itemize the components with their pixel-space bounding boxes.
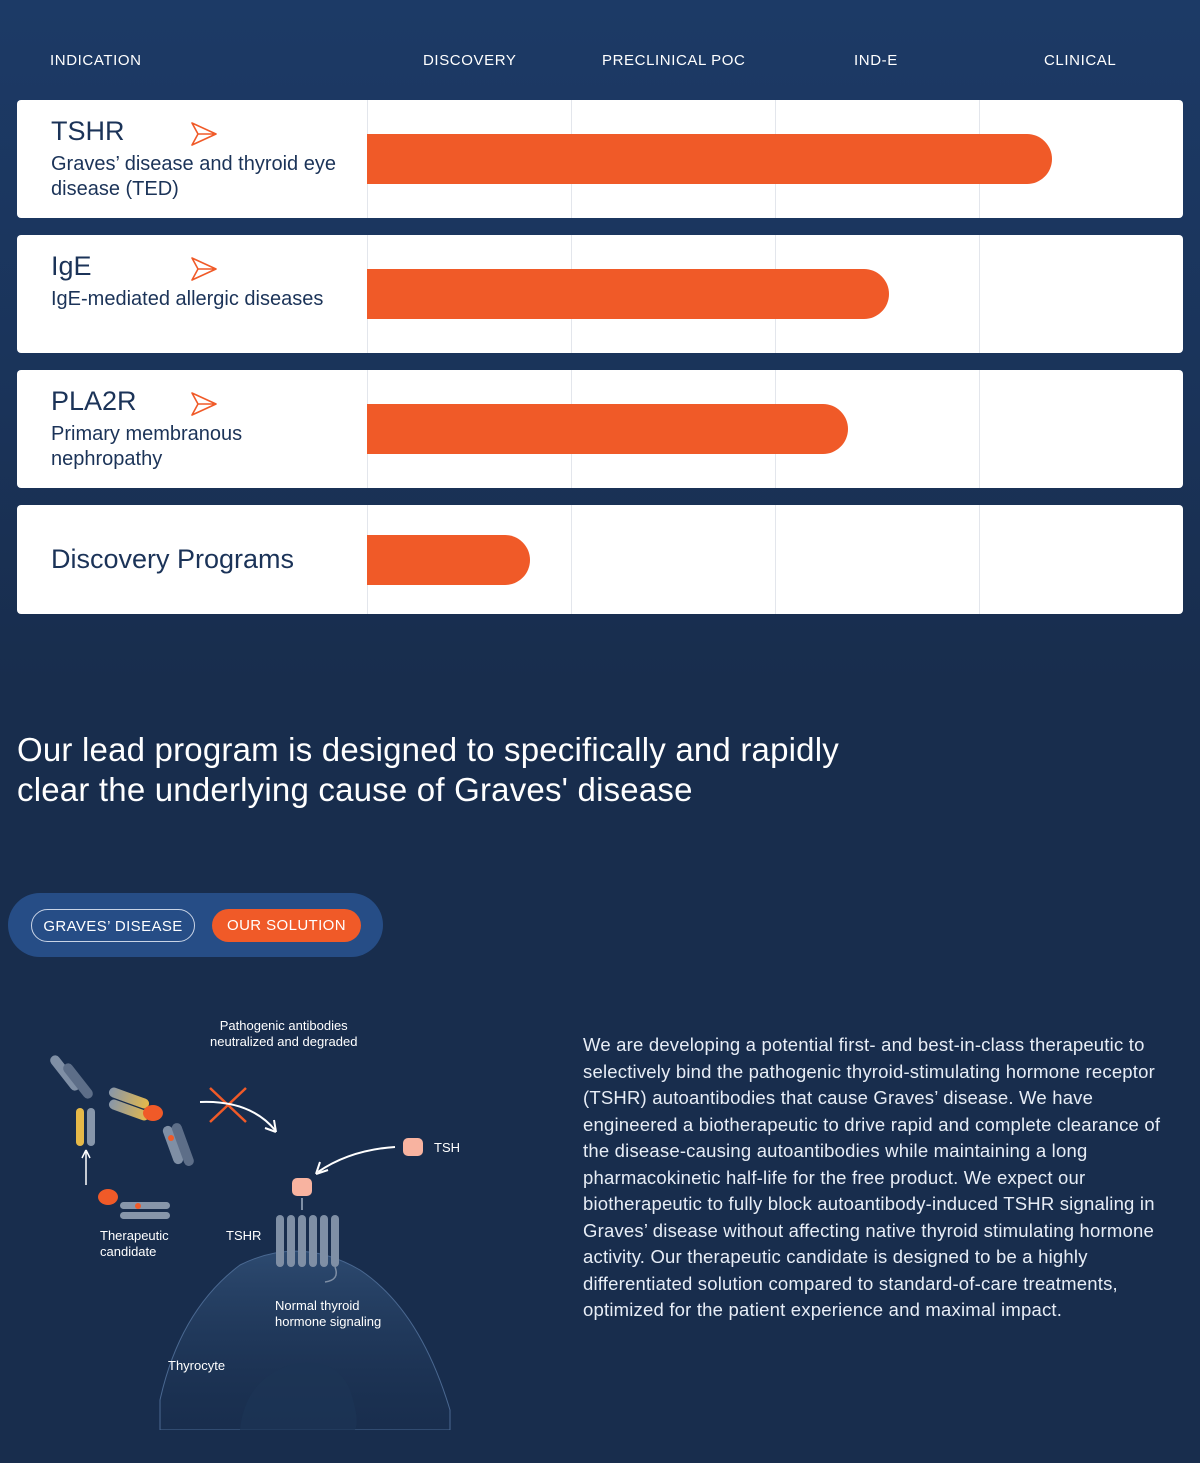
send-arrow-icon[interactable] [189,256,219,282]
column-divider [571,505,572,614]
tsh-legend-icon [403,1138,423,1156]
blocked-x-icon [210,1088,246,1122]
column-divider [775,505,776,614]
header-indication: INDICATION [50,52,142,69]
solution-description: We are developing a potential first- and best-in-class therapeutic to selectively bind the pathogenic thyroid-stimulating hormone receptor (TSHR) autoantibodies that cause Graves’ disease. We have engineered a biotherapeutic to drive rapid and complete clearance of the disease-causing autoantibodies while maintaining a long pharmacokinetic half-life for the free product. We expect our biotherapeutic to fully block autoantibody-induced TSHR signaling in Graves’ disease without affecting native thyroid stimulating hormone activity. Our therapeutic candidate is designed to be a highly differentiated solution compared to standard-of-care treatments, optimized for the patient experience and maximal impact. [583,1034,1161,1320]
send-arrow-icon[interactable] [189,121,219,147]
therapeutic-candidate [98,1189,170,1219]
label-therapeutic [100,1228,169,1260]
tsh-ligand [292,1178,312,1196]
mechanism-diagram [40,1010,500,1430]
progress-bar-pla2r [367,404,848,454]
column-divider [979,370,980,488]
pipeline-row-discovery [17,505,1183,614]
column-divider [979,235,980,353]
program-description: Primary membranous nephropathy [51,423,243,470]
pathogenic-antibody [48,1053,195,1167]
pipeline-row-pla2r[interactable] [17,370,1183,488]
label-pathogenic-line2: neutralized and degraded [210,1034,358,1049]
label-therapeutic-line1: Therapeutic [100,1228,169,1243]
pipeline-row-ige[interactable] [17,235,1183,353]
program-name: Discovery Programs [51,544,295,574]
program-name: IgE [51,251,92,281]
header-preclinical: PRECLINICAL POC [602,52,746,69]
mechanism-illustration [40,1010,500,1430]
label-pathogenic-line1: Pathogenic antibodies [219,1018,348,1033]
header-ind: IND-E [854,52,898,69]
pipeline-row-tshr[interactable] [17,100,1183,218]
tab-graves-disease[interactable]: GRAVES’ DISEASE [31,909,195,942]
program-name: TSHR [51,116,125,146]
program-description: Graves’ disease and thyroid eye disease (TED) [51,153,336,200]
label-normal-line1: Normal thyroid [275,1298,360,1313]
label-normal-line2: hormone signaling [275,1314,382,1329]
progress-bar-ige [367,269,889,319]
progress-bar-tshr [367,134,1052,184]
tab-switcher [8,893,383,957]
progress-bar-discovery [367,535,530,585]
send-arrow-icon[interactable] [189,391,219,417]
label-thyrocyte: Thyrocyte [168,1358,226,1373]
label-therapeutic-line2: candidate [100,1244,157,1259]
header-discovery: DISCOVERY [423,52,517,69]
pipeline-header [0,52,1200,76]
label-normal-signaling [275,1298,381,1330]
program-name: PLA2R [51,386,137,416]
label-pathogenic [210,1018,357,1050]
program-description: IgE-mediated allergic diseases [51,288,324,310]
column-divider [979,505,980,614]
tab-our-solution[interactable]: OUR SOLUTION [212,909,361,942]
header-clinical: CLINICAL [1044,52,1117,69]
label-tshr: TSHR [226,1228,262,1243]
label-tsh: TSH [434,1140,460,1155]
section-headline: Our lead program is designed to specifically and rapidly clear the underlying cause of Graves' disease [17,731,839,808]
